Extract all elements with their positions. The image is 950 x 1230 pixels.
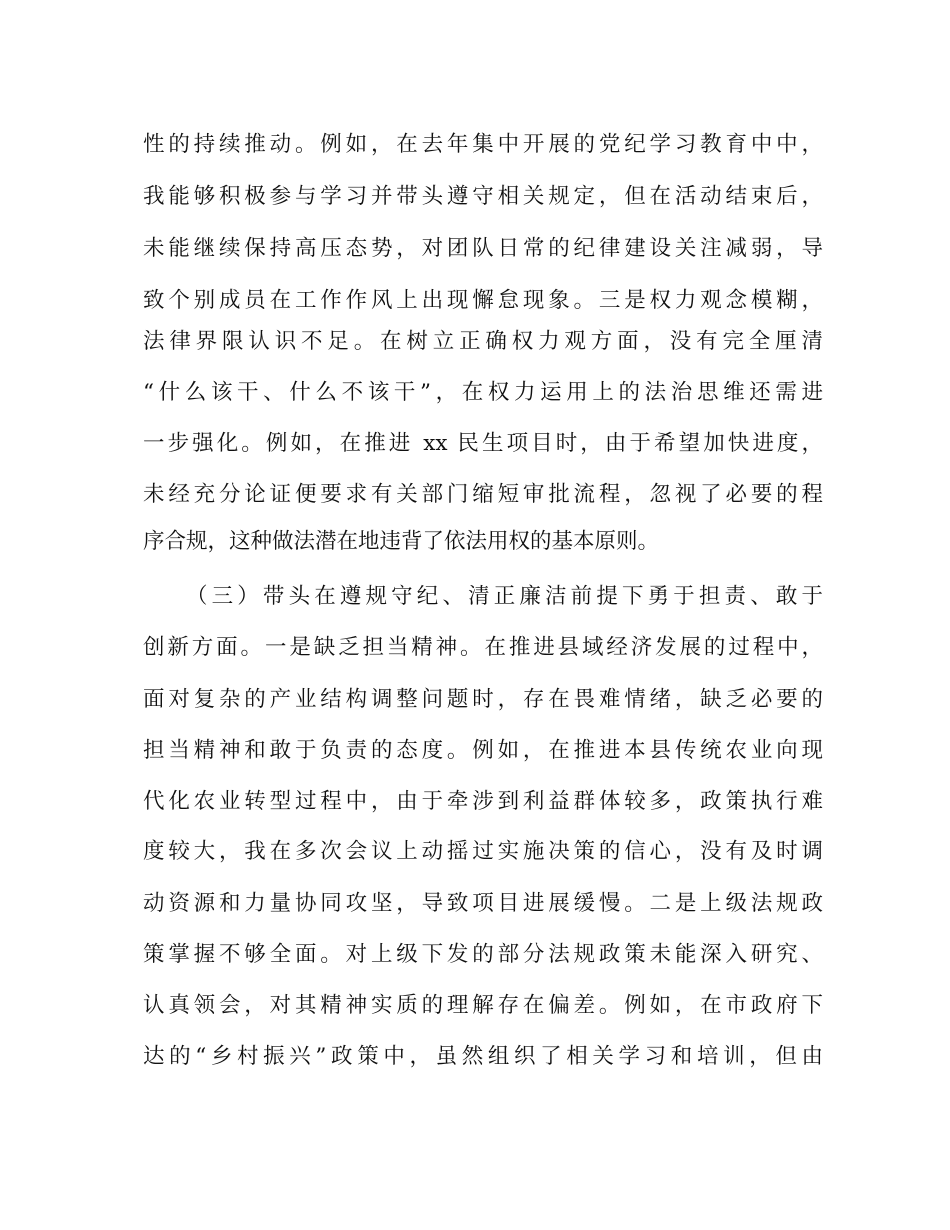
paragraph-line: 策掌握不够全面。对上级下发的部分法规政策未能深入研究、 [143,942,823,967]
paragraph-line: 动资源和力量协同攻坚，导致项目进展缓慢。二是上级法规政 [143,891,823,916]
paragraph-line: 一步强化。例如，在推进 xx 民生项目时，由于希望加快进度， [143,431,823,456]
paragraph-line: 度较大，我在多次会议上动摇过实施决策的信心，没有及时调 [143,839,823,864]
paragraph-line: 未经充分论证便要求有关部门缩短审批流程，忽视了必要的程 [143,482,823,507]
paragraph-line: 面对复杂的产业结构调整问题时，存在畏难情绪，缺乏必要的 [143,687,823,712]
paragraph-line: 我能够积极参与学习并带头遵守相关规定，但在活动结束后， [143,184,823,209]
paragraph-line: “什么该干、什么不该干”，在权力运用上的法治思维还需进 [143,380,823,405]
section-heading-line: （三）带头在遵规守纪、清正廉洁前提下勇于担责、敢于 [186,584,823,609]
paragraph-line: 序合规，这种做法潜在地违背了依法用权的基本原则。 [143,529,660,554]
paragraph-line: 担当精神和敢于负责的态度。例如，在推进本县传统农业向现 [143,738,823,763]
paragraph-line: 未能继续保持高压态势，对团队日常的纪律建设关注减弱，导 [143,236,823,261]
paragraph-line: 代化农业转型过程中，由于牵涉到利益群体较多，政策执行难 [143,789,823,814]
paragraph-line: 致个别成员在工作作风上出现懈怠现象。三是权力观念模糊， [143,288,823,313]
paragraph-line: 法律界限认识不足。在树立正确权力观方面，没有完全厘清 [143,329,823,354]
paragraph-line: 性的持续推动。例如，在去年集中开展的党纪学习教育中中， [143,132,823,157]
paragraph-line: 认真领会，对其精神实质的理解存在偏差。例如，在市政府下 [143,993,823,1018]
paragraph-line: 创新方面。一是缺乏担当精神。在推进县域经济发展的过程中， [143,635,823,660]
paragraph-line: 达的“乡村振兴”政策中，虽然组织了相关学习和培训，但由 [143,1044,823,1069]
